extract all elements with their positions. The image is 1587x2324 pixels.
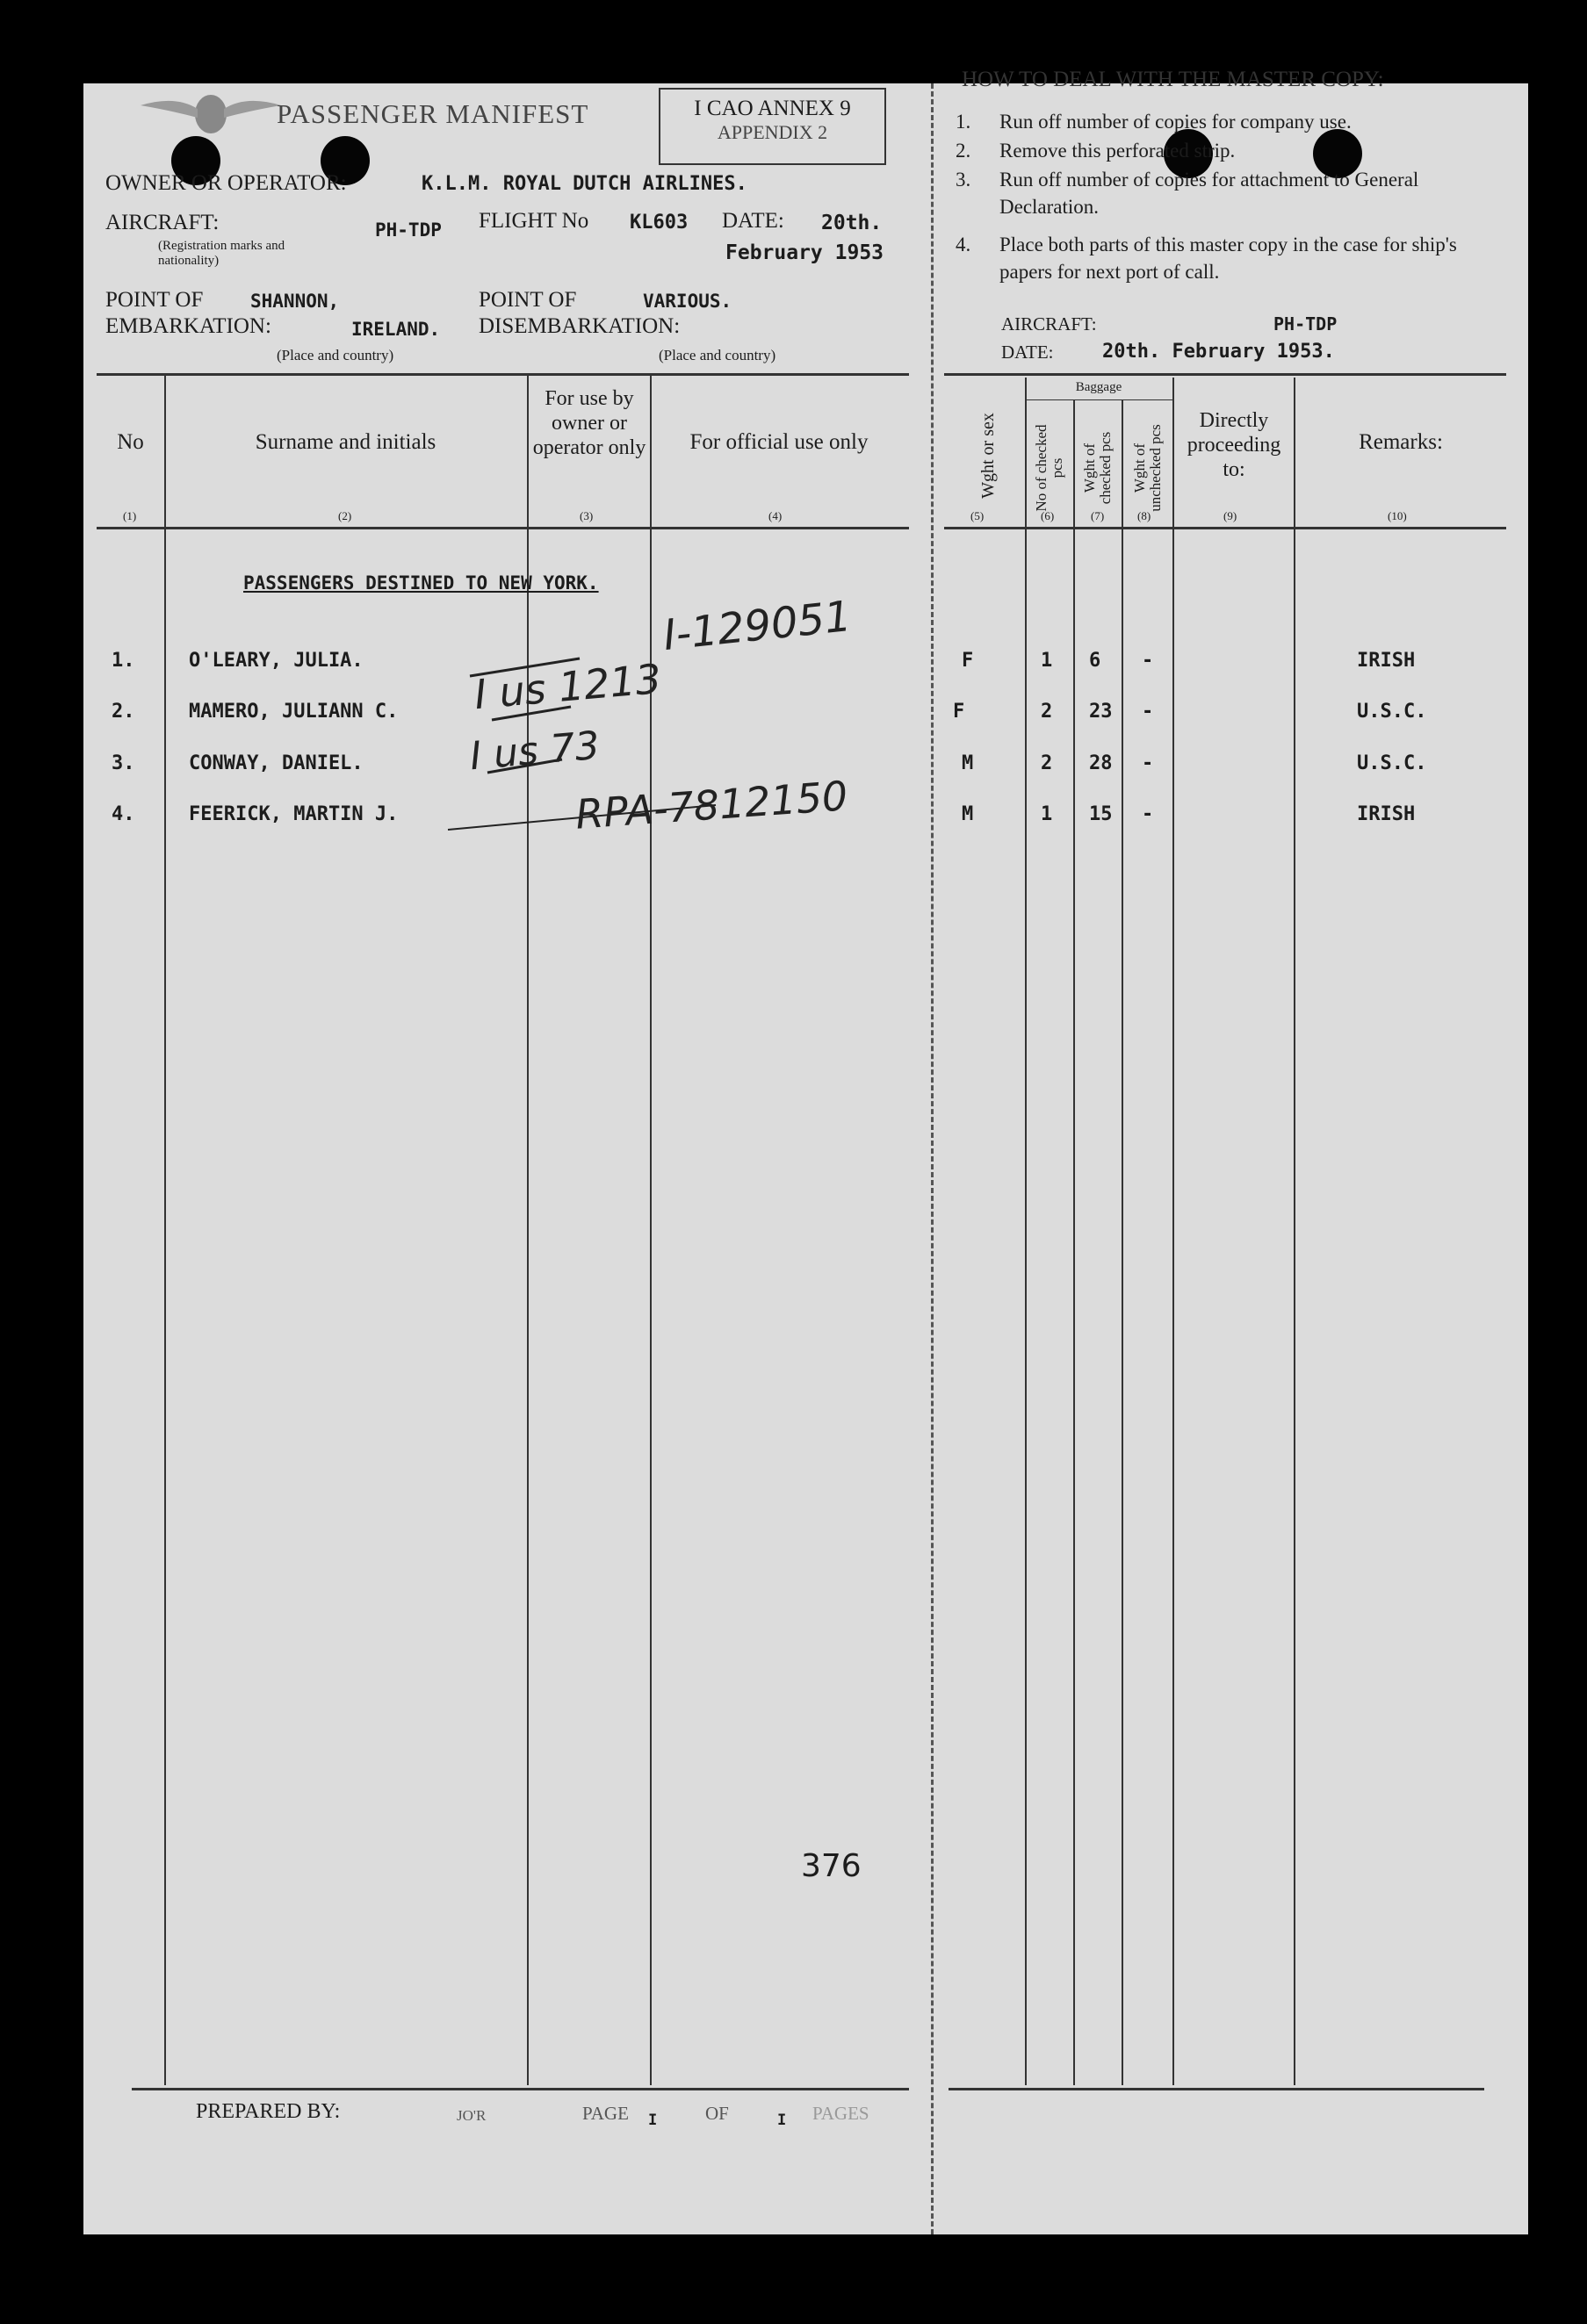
row-remarks: IRISH — [1357, 803, 1416, 825]
col-num: (10) — [1388, 509, 1407, 522]
embark-label-1: POINT OF — [105, 288, 204, 312]
page-label: PAGE — [582, 2103, 629, 2124]
instructions-list — [956, 108, 1509, 285]
disembark-sub: (Place and country) — [659, 347, 776, 363]
col-remarks-header: Remarks: — [1359, 430, 1443, 454]
row-remarks: U.S.C. — [1357, 701, 1427, 723]
row-sex: M — [962, 752, 974, 774]
col-num: (5) — [970, 509, 985, 522]
embark-value-2: IRELAND. — [351, 319, 441, 340]
form-title: PASSENGER MANIFEST — [277, 98, 589, 129]
of-label: OF — [705, 2103, 729, 2124]
disembark-label-1: POINT OF — [479, 288, 577, 312]
page-stamp: 376 — [801, 1848, 862, 1884]
section-heading: PASSENGERS DESTINED TO NEW YORK. — [243, 572, 599, 594]
preparer-initials: JO'R — [457, 2107, 487, 2124]
col-num: (8) — [1137, 509, 1151, 522]
date-value-2: February 1953 — [725, 241, 884, 264]
row-sex: F — [962, 650, 974, 672]
col-wght-unchecked-header: Wght of unchecked pcs — [1131, 424, 1164, 512]
row-no: 3. — [112, 752, 135, 774]
row-name: O'LEARY, JULIA. — [189, 650, 364, 672]
row-handwritten-note: I us 73 — [468, 723, 602, 780]
col-line — [1073, 399, 1075, 2085]
flight-value: KL603 — [630, 212, 689, 234]
col-num: (1) — [123, 509, 137, 522]
row-name: CONWAY, DANIEL. — [189, 752, 364, 774]
flight-label: FLIGHT No — [479, 209, 589, 233]
date-label: DATE: — [722, 209, 784, 233]
instruction-num: 1. — [956, 111, 971, 133]
col-owner-use-header: For use by owner or operator only — [532, 387, 646, 459]
disembark-label-2: DISEMBARKATION: — [479, 314, 681, 338]
pages-label: PAGES — [812, 2103, 869, 2124]
col-wght-checked-header: Wght of checked pcs — [1081, 431, 1114, 505]
instruction-item — [956, 231, 1509, 285]
instruction-text: Run off number of copies for company use. — [999, 111, 1352, 133]
row-pcs: 2 — [1041, 752, 1053, 774]
embark-label-2: EMBARKATION: — [105, 314, 271, 338]
aircraft-value: PH-TDP — [375, 219, 442, 241]
embark-value-1: SHANNON, — [250, 291, 340, 312]
col-line — [1294, 378, 1295, 2085]
row-wght: 28 — [1089, 752, 1113, 774]
page-number: I — [648, 2112, 658, 2129]
owner-value: K.L.M. ROYAL DUTCH AIRLINES. — [422, 173, 747, 195]
instruction-num: 3. — [956, 169, 971, 191]
col-num: (6) — [1041, 509, 1055, 522]
aircraft-label: AIRCRAFT: — [105, 211, 220, 234]
row-wght: 6 — [1089, 650, 1101, 672]
col-num: (2) — [338, 509, 352, 522]
col-line — [1025, 378, 1027, 2085]
col-directly-header: Directly proceeding to: — [1187, 409, 1281, 481]
col-weight-sex-header: Wght or sex — [978, 413, 998, 499]
table-header-border-right — [944, 527, 1506, 529]
annex-line-1: I CAO ANNEX 9 — [694, 97, 851, 120]
row-pcs: 2 — [1041, 701, 1053, 723]
instruction-text: Place both parts of this master copy in the case for ship's papers for next port of call. — [999, 234, 1457, 283]
row-remarks: U.S.C. — [1357, 752, 1427, 774]
col-num: (9) — [1223, 509, 1237, 522]
right-date-label: DATE: — [1001, 342, 1054, 363]
col-no-header: No — [117, 430, 144, 454]
row-no: 1. — [112, 650, 135, 672]
disembark-value: VARIOUS. — [643, 291, 732, 312]
row-handwritten-note: I-129051 — [660, 591, 855, 661]
col-official-header: For official use only — [689, 430, 869, 454]
row-unchecked: - — [1142, 752, 1154, 774]
row-name: FEERICK, MARTIN J. — [189, 803, 399, 825]
col-num: (7) — [1091, 509, 1105, 522]
col-num: (4) — [768, 509, 783, 522]
col-baggage-header: Baggage — [1075, 380, 1122, 394]
row-unchecked: - — [1142, 650, 1154, 672]
handwritten-strokes — [83, 83, 965, 874]
prepared-by-label: PREPARED BY: — [196, 2100, 341, 2123]
annex-line-2: APPENDIX 2 — [717, 121, 828, 143]
row-pcs: 1 — [1041, 650, 1053, 672]
instruction-item — [956, 108, 1509, 135]
col-num: (3) — [580, 509, 594, 522]
row-no: 4. — [112, 803, 135, 825]
row-sex: M — [962, 803, 974, 825]
row-unchecked: - — [1142, 803, 1154, 825]
row-remarks: IRISH — [1357, 650, 1416, 672]
instruction-text: Run off number of copies for attachment to General Declaration. — [999, 169, 1419, 218]
col-line — [1172, 378, 1174, 2085]
date-value-1: 20th. — [821, 212, 883, 234]
instruction-text: Remove this perforated strip. — [999, 140, 1236, 162]
embark-sub: (Place and country) — [277, 347, 394, 363]
row-sex: F — [953, 701, 965, 723]
instruction-item — [956, 166, 1509, 220]
instruction-num: 4. — [956, 234, 971, 255]
col-checked-pcs-header: No of checked pcs — [1033, 424, 1065, 512]
table-top-border-right — [944, 373, 1506, 376]
owner-label: OWNER OR OPERATOR: — [105, 171, 347, 195]
row-wght: 15 — [1089, 803, 1113, 825]
manifest-sheet — [83, 68, 1528, 2234]
row-name: MAMERO, JULIANN C. — [189, 701, 399, 723]
table-bottom-border-left — [132, 2088, 909, 2090]
col-surname-header: Surname and initials — [255, 430, 436, 454]
row-unchecked: - — [1142, 701, 1154, 723]
row-wght: 23 — [1089, 701, 1113, 723]
aircraft-sub: (Registration marks and nationality) — [158, 239, 285, 268]
row-handwritten-note: I us 1213 — [472, 654, 663, 719]
page-total: I — [777, 2112, 787, 2129]
right-date-value: 20th. February 1953. — [1102, 341, 1335, 363]
instruction-num: 2. — [956, 140, 971, 162]
row-pcs: 1 — [1041, 803, 1053, 825]
col-line — [1122, 399, 1123, 2085]
row-no: 2. — [112, 701, 135, 723]
row-handwritten-note: RPA-7812150 — [573, 772, 849, 838]
baggage-underline — [1025, 399, 1172, 400]
instructions-title: HOW TO DEAL WITH THE MASTER COPY: — [962, 68, 1384, 91]
instruction-item — [956, 137, 1509, 164]
table-bottom-border-right — [949, 2088, 1484, 2090]
right-aircraft-label: AIRCRAFT: — [1001, 313, 1097, 335]
right-aircraft-value: PH-TDP — [1273, 313, 1338, 335]
